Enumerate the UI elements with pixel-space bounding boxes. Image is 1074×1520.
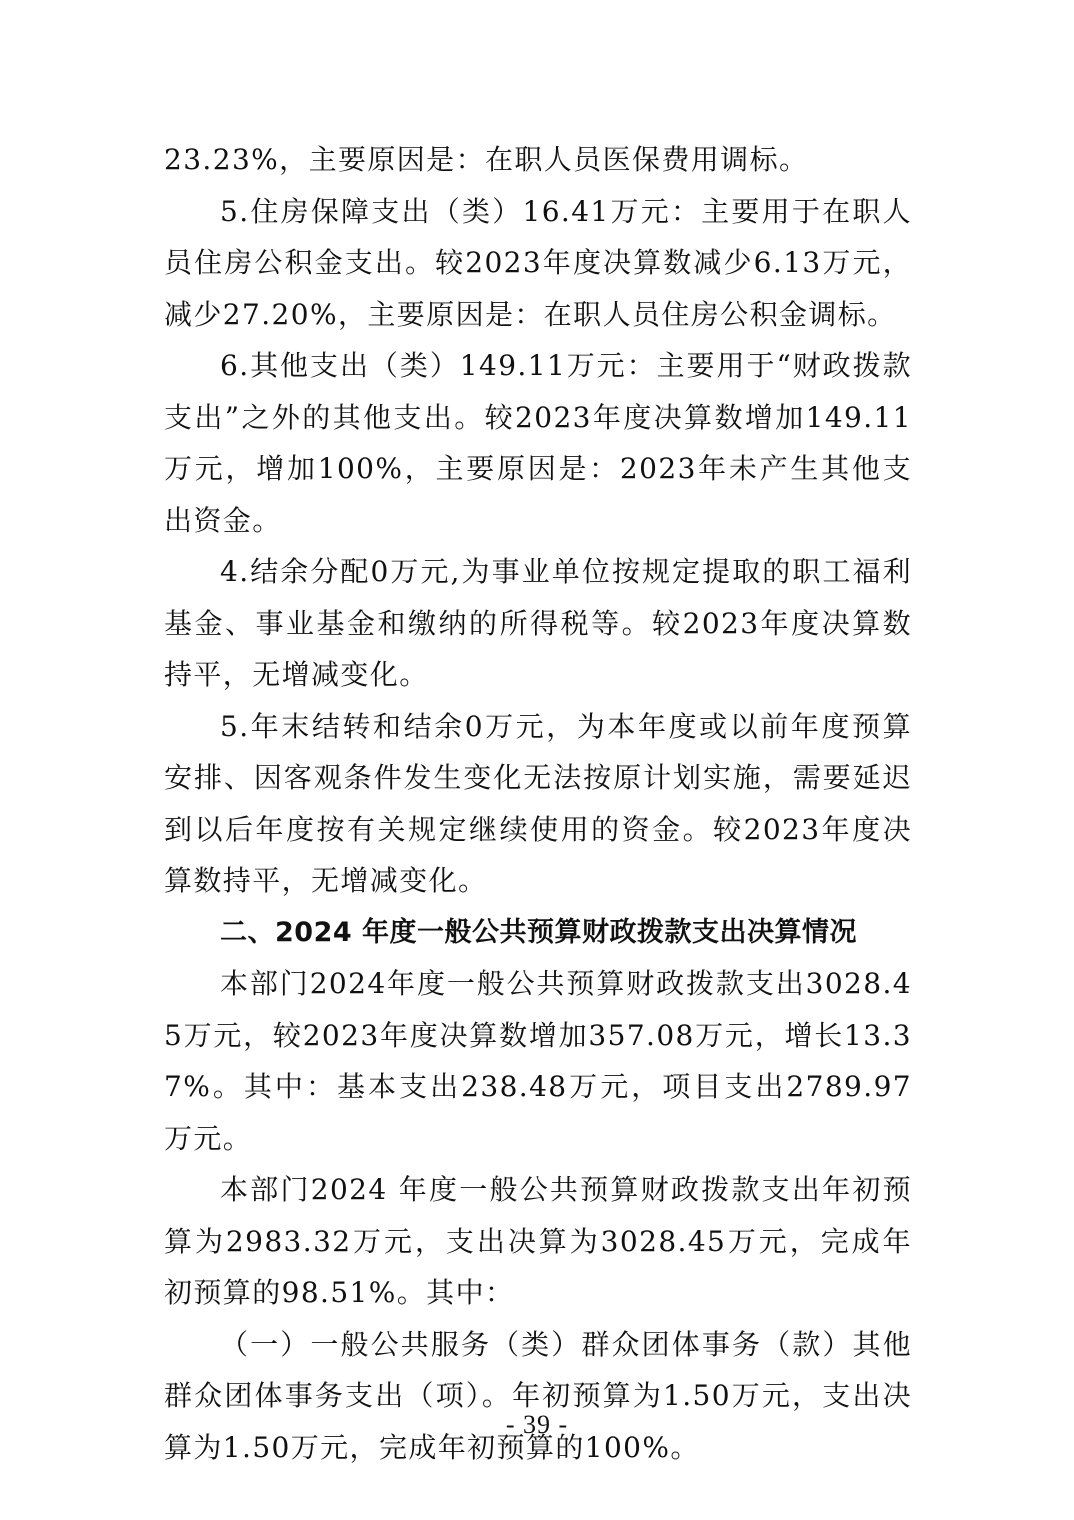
paragraph-surplus-distribution: 4.结余分配0万元,为事业单位按规定提取的职工福利基金、事业基金和缴纳的所得税等。较2023年度决算数持平，无增减变化。 <box>164 555 912 691</box>
paragraph-general-budget-total: 本部门2024年度一般公共预算财政拨款支出3028.45万元，较2023年度决算数增加357.08万元，增长13.37%。其中：基本支出238.48万元，项目支出2789.97万元。 <box>164 967 912 1155</box>
paragraph-item-one: （一）一般公共服务（类）群众团体事务（款）其他群众团体事务支出（项）。年初预算为1.50万元，支出决算为1.50万元，完成年初预算的100%。 <box>164 1327 912 1464</box>
section-heading: 二、2024 年度一般公共预算财政拨款支出决算情况 <box>220 916 858 948</box>
page-number: - 39 - <box>505 1410 569 1439</box>
paragraph-continuation: 23.23%，主要原因是：在职人员医保费用调标。 <box>164 143 809 176</box>
paragraph-housing-expenditure: 5.住房保障支出（类）16.41万元：主要用于在职人员住房公积金支出。较2023年度决算数减少6.13万元，减少27.20%，主要原因是：在职人员住房公积金调标。 <box>164 194 912 331</box>
body-text <box>164 134 912 1473</box>
paragraph-initial-budget: 本部门2024 年度一般公共预算财政拨款支出年初预算为2983.32万元，支出决算为3028.45万元，完成年初预算的98.51%。其中： <box>164 1173 912 1309</box>
paragraph-year-end-carryover: 5.年末结转和结余0万元，为本年度或以前年度预算安排、因客观条件发生变化无法按原计划实施，需要延迟到以后年度按有关规定继续使用的资金。较2023年度决算数持平，无增减变化。 <box>164 709 912 897</box>
paragraph-other-expenditure: 6.其他支出（类）149.11万元：主要用于“财政拨款支出”之外的其他支出。较2023年度决算数增加149.11万元，增加100%，主要原因是：2023年未产生其他支出资金。 <box>164 349 912 537</box>
